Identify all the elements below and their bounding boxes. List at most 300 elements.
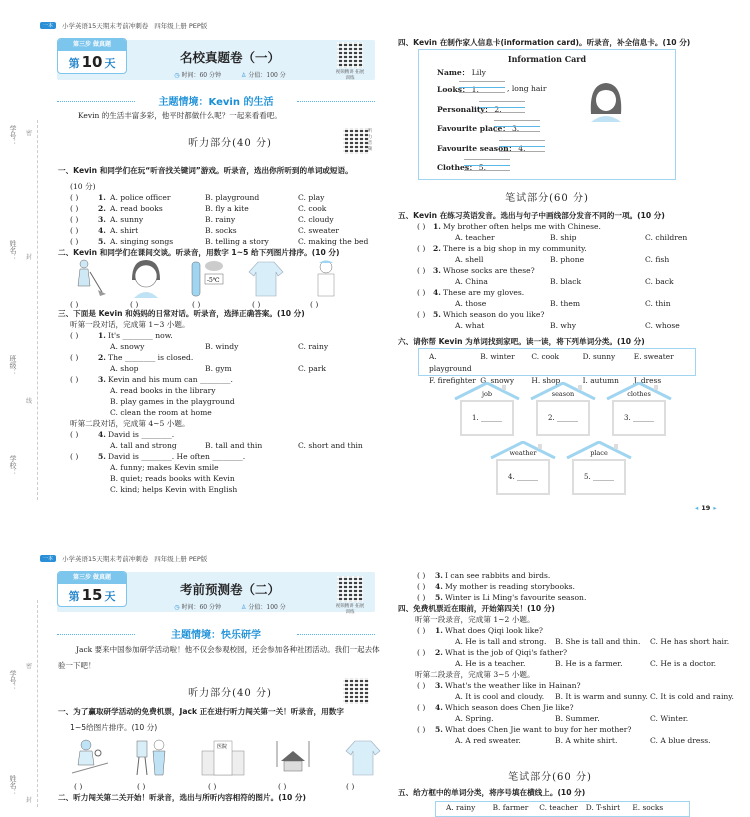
question-number: 3. (435, 681, 443, 690)
answer-blank[interactable]: ( ) (417, 222, 426, 231)
answer-blank[interactable]: ( ) (417, 703, 426, 712)
option[interactable]: C. cook (298, 204, 327, 213)
seal-mark: 封 (26, 254, 33, 261)
answer-blank[interactable]: ( ) (70, 226, 79, 235)
word-option: D. T-shirt (585, 803, 621, 812)
house-answer-blank[interactable]: 2. ______ (536, 400, 590, 436)
question-number: 5. (435, 725, 443, 734)
house-answer-blank[interactable]: 3. ______ (612, 400, 666, 436)
option[interactable]: A. He is a teacher. (455, 659, 526, 668)
option[interactable]: C. back (645, 277, 674, 286)
options-row (40, 484, 385, 495)
category-house (530, 382, 596, 440)
section-instruction: 听第一段录音，完成第 1~2 小题。 (415, 615, 535, 624)
field-label: Looks： (437, 85, 470, 94)
options-row (395, 636, 730, 647)
audio-qr-code[interactable] (343, 678, 369, 704)
day-number: 10 (81, 53, 103, 71)
series-header (40, 554, 207, 563)
question-stem: Winter is Li Ming's favourite season. (445, 593, 587, 602)
option[interactable]: C. short and thin (298, 441, 363, 450)
day-badge (57, 38, 127, 74)
seal-mark: 密 (26, 130, 33, 137)
options-row (395, 691, 734, 702)
option[interactable]: B. phone (550, 255, 585, 264)
answer-blank[interactable]: ( ) (70, 430, 79, 439)
word-option: B. winter (480, 352, 515, 361)
question-number: 2. (435, 648, 443, 657)
section-4-questions (395, 614, 734, 746)
options-row (40, 341, 385, 352)
answer-blank[interactable]: ( ) (70, 375, 79, 384)
section-4-heading: 四、Kevin 在制作家人信息卡(information card)。听录音，补全信息卡。(10 分) (398, 38, 691, 47)
house-answer-blank[interactable]: 4. ______ (496, 459, 550, 495)
answer-blank[interactable]: ( ) (70, 215, 79, 224)
video-qr-code[interactable] (337, 576, 363, 602)
section-1-points: (10 分) (70, 182, 96, 191)
option[interactable]: A. police officer (110, 193, 171, 202)
question-row (395, 702, 720, 713)
step-label: 第三步 做真题 (58, 572, 126, 584)
section-1-heading: 一、Kevin 和同学们在玩“听音找关键词”游戏。听录音，选出你所听到的单词或短语。 (58, 166, 353, 175)
section-instruction: 听第一段对话，完成第 1~3 小题。 (70, 320, 190, 329)
video-qr-code[interactable] (337, 42, 363, 68)
question-stem: These are my gloves. (443, 288, 525, 297)
answer-blank[interactable]: ( ) (70, 331, 79, 340)
option[interactable]: C. He is a doctor. (650, 659, 717, 668)
options-row (395, 298, 720, 309)
question-stem: What does Chen Jie want to buy for her mother? (445, 725, 632, 734)
paper-meta (140, 70, 320, 79)
question-row (40, 192, 385, 203)
word-option: C. cook (531, 352, 559, 361)
house-answer-blank[interactable]: 5. ______ (572, 459, 626, 495)
answer-blank[interactable]: ( ) (417, 266, 426, 275)
option[interactable]: C. play (298, 193, 325, 202)
picture-order-blank[interactable]: ( ) (70, 300, 79, 309)
answer-blank[interactable]: ( ) (417, 648, 426, 657)
option[interactable]: C. clean the room at home (110, 408, 212, 417)
option[interactable]: B. black (550, 277, 582, 286)
field-label: Personality： (437, 104, 493, 114)
name-label: 姓名： (9, 775, 17, 796)
qr-caption: 视频精讲 拓展训练 (335, 70, 365, 81)
question-row (395, 287, 720, 298)
question-stem: The ________ is closed. (108, 353, 194, 362)
field-number: 4. (518, 143, 526, 153)
total-score: 分值：100 分 (248, 604, 286, 611)
intro-text: Jack 要来中国参加研学活动啦！他不仅会参观校园，还会参加各种社团活动。我们一起去体验一下吧！ (58, 645, 380, 670)
field-blank[interactable] (499, 140, 545, 152)
option[interactable]: B. A white shirt. (555, 736, 618, 745)
word-option: A. playground (429, 352, 472, 373)
question-stem: Kevin and his mum can ________. (108, 375, 233, 384)
name-value: Lily (471, 68, 486, 77)
options-row (395, 713, 720, 724)
category-house (566, 441, 632, 499)
section-3-questions (40, 319, 385, 495)
category-house (454, 382, 520, 440)
option[interactable]: A. read books in the library (110, 386, 216, 395)
question-stem: Which season do you like? (443, 310, 545, 319)
listening-part-title: 听力部分(40 分) (188, 688, 272, 699)
day-suffix: 天 (104, 590, 116, 603)
option[interactable]: B. telling a story (205, 237, 269, 246)
word-option: J. dress (633, 376, 662, 385)
intro-text: Kevin 的生活丰富多彩，他平时都做什么呢？一起来看看吧。 (78, 111, 282, 120)
listening-part-title: 听力部分(40 分) (188, 138, 272, 149)
option[interactable]: A. singing songs (110, 237, 174, 246)
house-label: place (590, 449, 608, 457)
field-label: Favourite place： (437, 124, 510, 133)
option[interactable]: A. It is cool and cloudy. (455, 692, 545, 701)
field-label: Clothes： (437, 163, 477, 172)
page-number: ◂ 19 ▸ (695, 504, 717, 512)
field-label: Favourite season： (437, 143, 517, 153)
day-number: 15 (81, 586, 103, 604)
option[interactable]: A. A red sweater. (455, 736, 521, 745)
temperature-label: -5℃ (207, 277, 220, 284)
option[interactable]: C. A blue dress. (650, 736, 711, 745)
word-option: B. farmer (492, 803, 529, 812)
options-row (40, 440, 385, 451)
question-stem: David is ________. He often ________. (108, 452, 246, 461)
option[interactable]: A. He is tall and strong. (455, 637, 547, 646)
boy-magnifier-picture (72, 737, 108, 777)
option[interactable]: A. shell (455, 255, 484, 264)
question-number: 1. (435, 626, 443, 635)
question-number: 5. (98, 452, 106, 461)
question-stem: It's ________ now. (108, 331, 173, 340)
question-row (40, 214, 385, 225)
question-row (395, 221, 720, 232)
answer-blank[interactable]: ( ) (70, 193, 79, 202)
word-bank (435, 801, 690, 817)
answer-blank[interactable]: ( ) (417, 571, 426, 580)
seal-mark: 线 (26, 398, 33, 405)
answer-blank[interactable]: ( ) (417, 593, 426, 602)
publisher-logo: 一本 (40, 22, 56, 29)
option[interactable]: A. shirt (110, 226, 139, 235)
card-title: Information Card (507, 54, 587, 64)
picture-order-blank[interactable]: ( ) (310, 300, 319, 309)
section-1-pictures (40, 737, 385, 793)
sweater-picture (345, 737, 381, 777)
snowy-house-picture (275, 737, 311, 777)
school-label: 学校： (9, 455, 17, 476)
section-instruction: 听第二段对话，完成第 4~5 小题。 (70, 419, 190, 428)
option[interactable]: C. fish (645, 255, 670, 264)
option[interactable]: B. play games in the playground (110, 397, 235, 406)
category-house (490, 441, 556, 499)
hospital-sign: 医院 (217, 744, 228, 750)
time-limit: 时间：60 分钟 (181, 72, 222, 79)
question-number: 1. (98, 331, 106, 340)
answer-blank[interactable]: ( ) (70, 204, 79, 213)
question-row (395, 625, 720, 636)
section-3-questions-continued (395, 570, 720, 603)
option[interactable]: B. fly a kite (205, 204, 249, 213)
question-number: 3. (435, 571, 443, 580)
option[interactable]: C. sweater (298, 226, 339, 235)
student-number-label: 学号： (9, 125, 17, 146)
person-icon: ♙ (241, 604, 247, 611)
section-instruction: 听第二段录音，完成第 3~5 小题。 (415, 670, 535, 679)
audio-qr-caption: 听力音频 (367, 129, 373, 152)
answer-blank[interactable]: ( ) (417, 244, 426, 253)
answer-blank[interactable]: ( ) (417, 626, 426, 635)
field-number: 1. (471, 85, 479, 94)
seal-mark: 封 (26, 797, 33, 804)
section-4-heading: 四、免费机票近在眼前，开始第四关！(10 分) (398, 604, 555, 613)
question-number: 4. (98, 430, 106, 439)
option[interactable]: B. playground (205, 193, 260, 202)
option[interactable]: C. rainy (298, 342, 329, 351)
options-row (395, 658, 720, 669)
question-stem: There is a big shop in my community. (443, 244, 587, 253)
question-stem: Which season does Chen Jie like? (445, 703, 574, 712)
word-option: H. shop (531, 376, 561, 385)
field-number: 3. (511, 124, 520, 133)
picture-order-blank[interactable]: ( ) (208, 782, 217, 791)
field-blank[interactable] (464, 159, 510, 171)
section-2-heading: 二、听力闯关第二关开始！听录音，选出与所听内容相符的图片。(10 分) (58, 793, 306, 802)
answer-blank[interactable]: ( ) (417, 681, 426, 690)
question-row (395, 592, 720, 603)
sweater-picture (248, 258, 284, 298)
question-number: 4. (435, 703, 443, 712)
house-answer-blank[interactable]: 1. ______ (460, 400, 514, 436)
field-blank[interactable] (479, 101, 525, 113)
girl-painting-picture (135, 737, 171, 777)
question-number: 5. (435, 593, 443, 602)
day-badge (57, 571, 127, 607)
question-stem: My mother is reading storybooks. (445, 582, 575, 591)
picture-order-blank[interactable]: ( ) (137, 782, 146, 791)
theme-heading: 主题情境：快乐研学 (57, 626, 375, 641)
seal-mark: 密 (26, 663, 33, 670)
question-row (40, 330, 385, 341)
option[interactable]: A. what (455, 321, 485, 330)
option[interactable]: B. It is warm and sunny. (555, 692, 648, 701)
question-row (395, 243, 720, 254)
question-stem: What is the job of Qiqi's father? (445, 648, 568, 657)
option[interactable]: A. Spring. (455, 714, 494, 723)
options-row (395, 254, 720, 265)
hospital-picture (200, 737, 246, 777)
question-number: 1. (98, 193, 106, 202)
option[interactable]: B. Summer. (555, 714, 600, 723)
theme-heading: 主题情境：Kevin 的生活 (57, 93, 375, 108)
option[interactable]: B. quiet; reads books with Kevin (110, 474, 235, 483)
option[interactable]: A. those (455, 299, 487, 308)
options-row (40, 407, 385, 418)
day-prefix: 第 (68, 590, 80, 603)
option[interactable]: A. read books (110, 204, 163, 213)
word-option: F. firefighter (429, 376, 476, 385)
student-number-label: 学号： (9, 670, 17, 691)
binding-strip (0, 120, 38, 500)
option[interactable]: B. them (550, 299, 581, 308)
options-row (395, 320, 720, 331)
option[interactable]: C. thin (645, 299, 671, 308)
picture-order-blank[interactable]: ( ) (74, 782, 83, 791)
option[interactable]: C. kind; helps Kevin with English (110, 485, 238, 494)
option[interactable]: B. why (550, 321, 577, 330)
question-row (395, 570, 720, 581)
question-row (395, 581, 720, 592)
answer-blank[interactable]: ( ) (70, 237, 79, 246)
information-card (418, 49, 676, 180)
option[interactable]: B. socks (205, 226, 237, 235)
time-limit: 时间：60 分钟 (181, 604, 222, 611)
paper-meta (140, 602, 320, 611)
answer-blank[interactable]: ( ) (70, 452, 79, 461)
word-option: D. sunny (582, 352, 616, 361)
word-option: G. snowy (480, 376, 515, 385)
picture-order-blank[interactable]: ( ) (252, 300, 261, 309)
name-label: 姓名： (9, 240, 17, 261)
option[interactable]: C. He has short hair. (650, 637, 730, 646)
girl-portrait (587, 80, 625, 122)
field-suffix: , long hair (507, 84, 547, 93)
question-number: 3. (98, 375, 106, 384)
question-number: 2. (433, 244, 441, 253)
publisher-logo: 一本 (40, 555, 56, 562)
paper-title: 名校真题卷（一） (179, 50, 280, 65)
question-row (40, 374, 385, 385)
day-suffix: 天 (104, 57, 116, 70)
word-option: I. autumn (582, 376, 619, 385)
question-row (40, 225, 385, 236)
word-option: E. sweater (633, 352, 674, 361)
option[interactable]: C. children (645, 233, 688, 242)
option[interactable]: C. park (298, 364, 326, 373)
clock-icon: ◷ (174, 604, 180, 611)
option[interactable]: A. teacher (455, 233, 495, 242)
house-label: clothes (627, 390, 651, 398)
day-prefix: 第 (68, 57, 80, 70)
option[interactable]: A. sunny (110, 215, 144, 224)
question-number: 1. (433, 222, 441, 231)
section-5-questions (395, 221, 720, 331)
house-label: season (551, 390, 575, 398)
answer-blank[interactable]: ( ) (70, 353, 79, 362)
total-score: 分值：100 分 (248, 72, 286, 79)
option[interactable]: B. rainy (205, 215, 236, 224)
field-blank[interactable] (459, 81, 505, 93)
clock-icon: ◷ (174, 72, 180, 79)
option[interactable]: A. China (455, 277, 488, 286)
edition-label: 四年级上册 PEP版 (154, 555, 208, 563)
picture-order-blank[interactable]: ( ) (130, 300, 139, 309)
question-number: 4. (98, 226, 106, 235)
option[interactable]: C. Winter. (650, 714, 689, 723)
option[interactable]: B. gym (205, 364, 232, 373)
option[interactable]: B. windy (205, 342, 239, 351)
answer-blank[interactable]: ( ) (417, 582, 426, 591)
section-5-heading: 五、Kevin 在练习英语发音。选出与句子中画线部分发音不同的一项。(10 分) (398, 211, 665, 220)
step-label: 第三步 做真题 (58, 39, 126, 51)
option[interactable]: A. shop (110, 364, 139, 373)
options-row (40, 396, 385, 407)
section-1-heading: 一、为了赢取研学活动的免费机票，Jack 正在进行听力闯关第一关！听录音，用数字 (58, 707, 344, 716)
question-row (40, 429, 385, 440)
question-row (40, 352, 385, 363)
option[interactable]: A. snowy (110, 342, 145, 351)
question-number: 2. (98, 204, 106, 213)
option[interactable]: B. He is a farmer. (555, 659, 623, 668)
field-blank[interactable] (494, 120, 540, 132)
answer-blank[interactable]: ( ) (417, 310, 426, 319)
section-1-heading-cont: 1~5给图片排序。(10 分) (70, 723, 158, 732)
question-number: 3. (98, 215, 106, 224)
option[interactable]: B. She is tall and thin. (555, 637, 641, 646)
writing-part-title: 笔试部分(60 分) (505, 193, 589, 204)
word-option: E. socks (632, 803, 664, 812)
question-row (395, 680, 720, 691)
question-stem: I can see rabbits and birds. (445, 571, 551, 580)
name-field-label: Name： (437, 68, 470, 77)
question-number: 5. (433, 310, 441, 319)
question-stem: What's the weather like in Hainan? (445, 681, 581, 690)
answer-blank[interactable]: ( ) (417, 725, 426, 734)
house-label: weather (509, 449, 537, 457)
question-stem: My brother often helps me with Chinese. (443, 222, 601, 231)
field-number: 2. (494, 104, 502, 114)
word-option: C. teacher (539, 803, 578, 812)
option[interactable]: C. It is cold and rainy. (650, 692, 734, 701)
question-stem: Whose socks are these? (443, 266, 535, 275)
options-row (395, 735, 720, 746)
section-5-heading: 五、给方框中的单词分类，将序号填在横线上。(10 分) (398, 788, 586, 797)
cleaner-picture (70, 258, 106, 298)
options-row (40, 473, 385, 484)
page-number-value: 19 (701, 504, 711, 512)
picture-order-blank[interactable]: ( ) (346, 782, 355, 791)
options-row (40, 363, 385, 374)
section-1-questions (40, 192, 385, 247)
option[interactable]: B. tall and thin (205, 441, 263, 450)
series-title: 小学英语15天期末考前冲刺卷 (62, 22, 149, 30)
option[interactable]: C. whose (645, 321, 680, 330)
options-row (395, 232, 720, 243)
binding-strip (0, 600, 38, 807)
section-6-heading: 六、请你帮 Kevin 为单词找到家吧。读一读，将下列单词分类。(10 分) (398, 337, 645, 346)
option[interactable]: B. ship (550, 233, 577, 242)
edition-label: 四年级上册 PEP版 (154, 22, 208, 30)
section-3-heading: 三、下面是 Kevin 和妈妈的日常对话。听录音，选择正确答案。(10 分) (58, 309, 305, 318)
girl-picture (128, 258, 164, 298)
person-icon: ♙ (241, 72, 247, 79)
option[interactable]: A. tall and strong (110, 441, 177, 450)
option[interactable]: C. cloudy (298, 215, 334, 224)
section-2-pictures (40, 258, 385, 313)
options-row (395, 276, 720, 287)
paper-title: 考前预测卷（二） (179, 582, 280, 597)
question-number: 4. (435, 582, 443, 591)
picture-order-blank[interactable]: ( ) (278, 782, 287, 791)
question-stem: What does Qiqi look like? (445, 626, 543, 635)
answer-blank[interactable]: ( ) (417, 288, 426, 297)
option[interactable]: A. funny; makes Kevin smile (110, 463, 219, 472)
picture-order-blank[interactable]: ( ) (192, 300, 201, 309)
question-row (40, 203, 385, 214)
option[interactable]: C. making the bed (298, 237, 369, 246)
field-number: 5. (478, 163, 486, 172)
word-bank (418, 348, 696, 385)
section-2-heading: 二、Kevin 和同学们在课间交谈。听录音，用数字 1~5 给下列图片排序。(10 分) (58, 248, 340, 257)
